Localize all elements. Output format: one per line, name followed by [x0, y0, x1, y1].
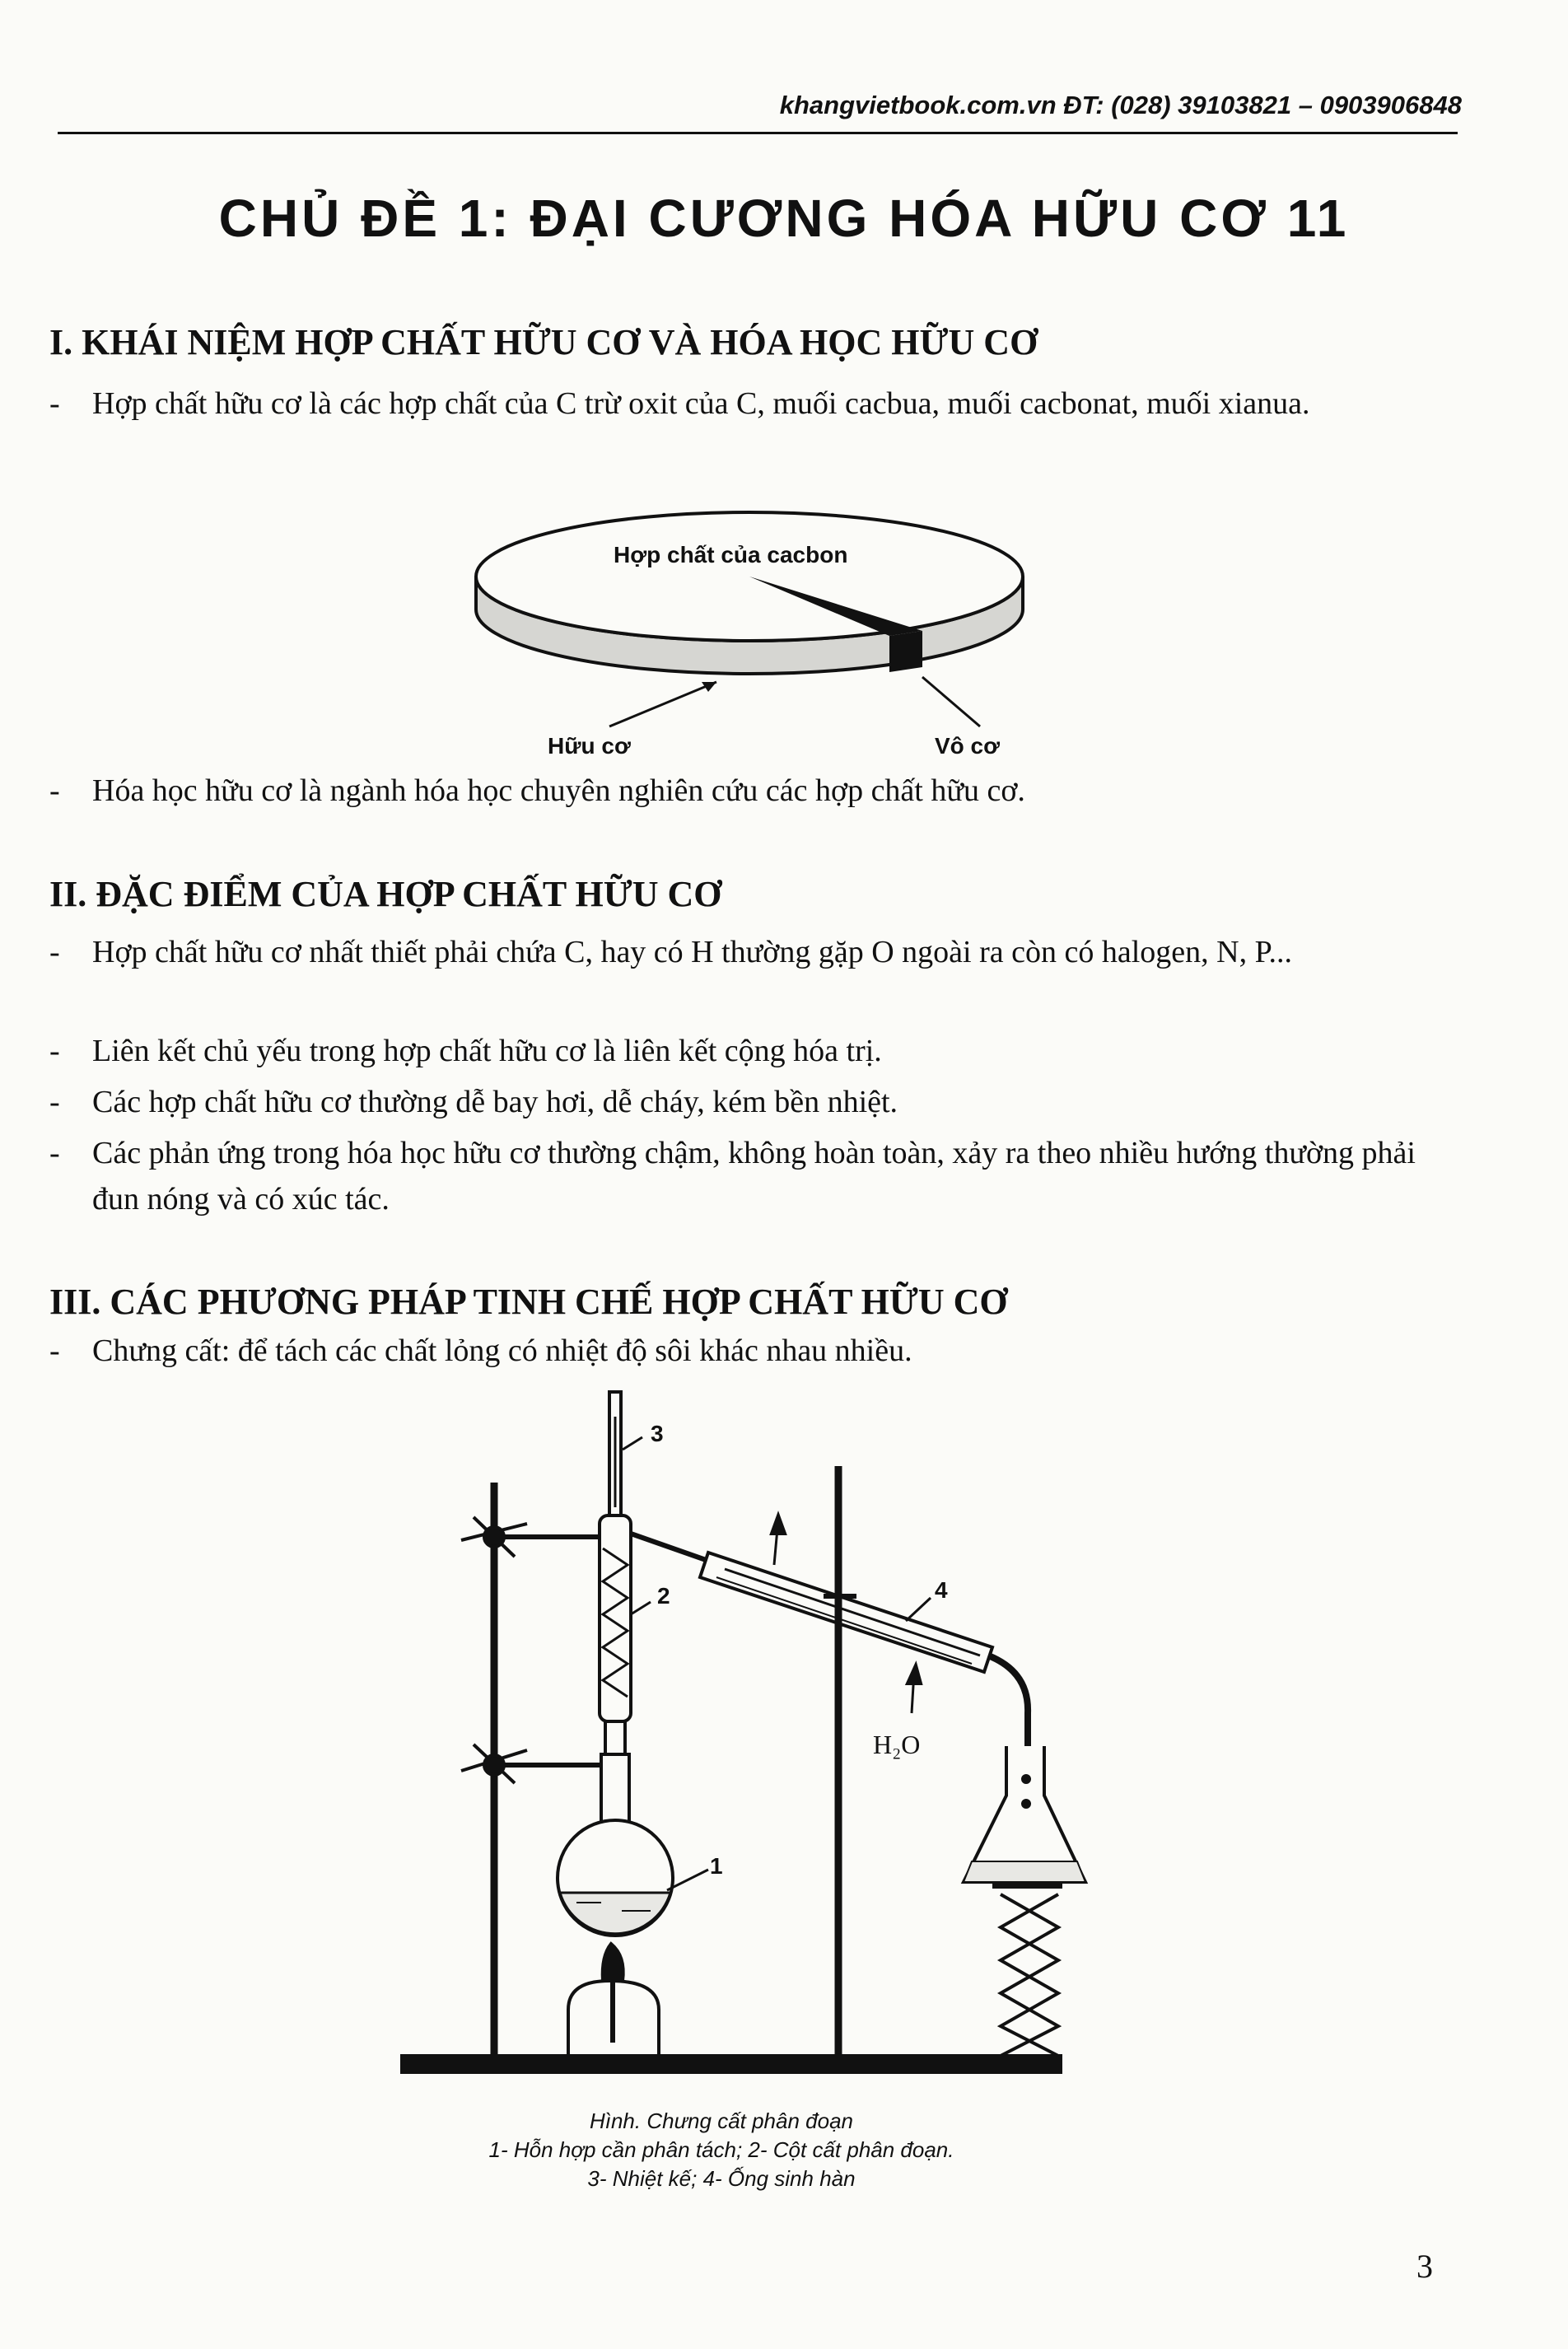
figure-caption-line-1: Hình. Chưng cất phân đoạn — [589, 2108, 854, 2133]
water-label: H₂O — [873, 1730, 921, 1759]
bullet-dash: - — [49, 935, 60, 969]
bullet-dash: - — [49, 1333, 60, 1368]
figure-caption-line-2: 1- Hỗn hợp cần phân tách; 2- Cột cất phân đoạn. — [488, 2137, 954, 2162]
side-arm — [631, 1534, 708, 1561]
lower-clamp — [461, 1744, 614, 1783]
bullet-text: Hóa học hữu cơ là ngành hóa học chuyên nghiên cứu các hợp chất hữu cơ. — [92, 773, 1025, 808]
bullet-text: Hợp chất hữu cơ nhất thiết phải chứa C, hay có H thường gặp O ngoài ra còn có halogen, N, P... — [92, 935, 1293, 969]
bullet-dash: - — [49, 1034, 60, 1068]
bullet-dash: - — [49, 1085, 60, 1119]
bullet-text: Các hợp chất hữu cơ thường dễ bay hơi, dễ cháy, kém bền nhiệt. — [92, 1085, 898, 1119]
figure-label-4: 4 — [935, 1577, 948, 1603]
section-2-heading: II. ĐẶC ĐIỂM CỦA HỢP CHẤT HỮU CƠ — [49, 874, 722, 914]
figure-label-1: 1 — [710, 1853, 723, 1879]
lab-jack — [992, 1886, 1062, 2056]
condenser — [700, 1515, 992, 1713]
pie-inner-label: Hợp chất của cacbon — [614, 542, 848, 567]
bullet-dash: - — [49, 773, 60, 808]
section-3-heading: III. CÁC PHƯƠNG PHÁP TINH CHẾ HỢP CHẤT HỮU CƠ — [49, 1282, 1008, 1322]
bullet-text: Liên kết chủ yếu trong hợp chất hữu cơ là liên kết cộng hóa trị. — [92, 1034, 882, 1068]
figure-label-3: 3 — [651, 1421, 664, 1446]
page-header: khangvietbook.com.vn ĐT: (028) 39103821 – 0903906848 — [779, 91, 1462, 119]
figure-label-2: 2 — [657, 1583, 670, 1609]
bullet-text: Hợp chất hữu cơ là các hợp chất của C trừ oxit của C, muối cacbua, muối cacbonat, muối xianua. — [92, 386, 1310, 421]
section-1-heading: I. KHÁI NIỆM HỢP CHẤT HỮU CƠ VÀ HÓA HỌC HỮU CƠ — [49, 322, 1038, 362]
bullet-text: Chưng cất: để tách các chất lỏng có nhiệt độ sôi khác nhau nhiều. — [92, 1333, 912, 1368]
figure-caption-line-3: 3- Nhiệt kế; 4- Ống sinh hàn — [587, 2166, 856, 2191]
bullet-dash: - — [49, 1136, 60, 1170]
fractionating-column — [600, 1515, 631, 1721]
page-title: CHỦ ĐỀ 1: ĐẠI CƯƠNG HÓA HỮU CƠ 11 — [218, 189, 1350, 248]
spirit-lamp — [568, 1944, 659, 2056]
page-number: 3 — [1416, 2248, 1433, 2285]
bullet-text: Các phản ứng trong hóa học hữu cơ thường chậm, không hoàn toàn, xảy ra theo nhiều hướng thường phải đun nóng và có xúc tác. — [92, 1136, 1416, 1217]
left-stand-base — [402, 2056, 1061, 2072]
pie-label-inorganic: Vô cơ — [935, 733, 1001, 759]
pie-label-organic: Hữu cơ — [548, 733, 631, 759]
upper-clamp — [461, 1517, 609, 1557]
bullet-dash: - — [49, 386, 60, 421]
